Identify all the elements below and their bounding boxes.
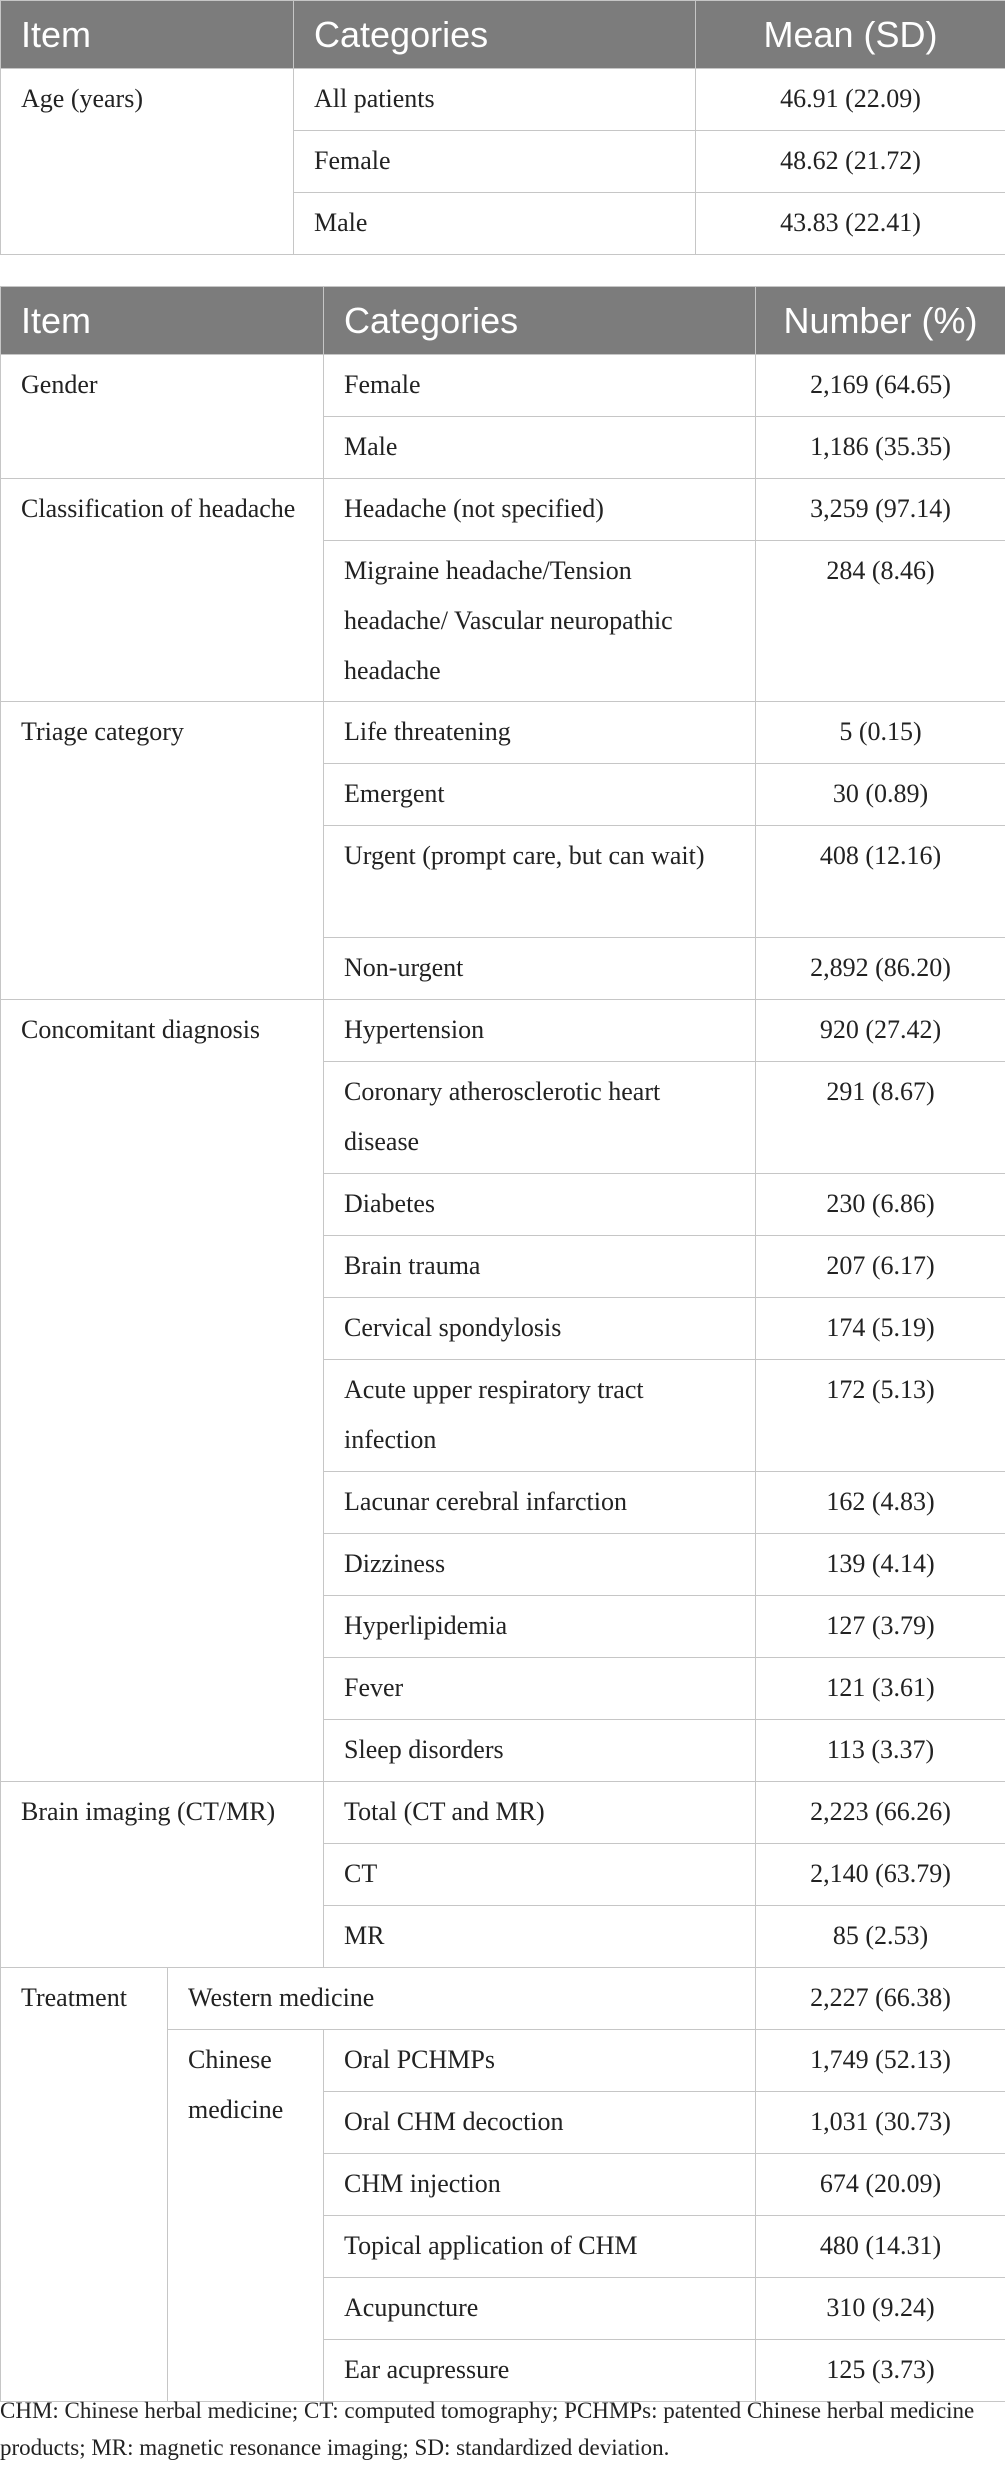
row-category: Hyperlipidemia bbox=[324, 1596, 756, 1658]
row-category: Hypertension bbox=[324, 1000, 756, 1062]
row-category: Acute upper respiratory tract infection bbox=[324, 1360, 756, 1472]
row-category: Brain trauma bbox=[324, 1236, 756, 1298]
table-row bbox=[1, 1000, 1005, 1062]
row-value: 127 (3.79) bbox=[756, 1596, 1005, 1658]
row-category: Oral PCHMPs bbox=[324, 2030, 756, 2092]
row-value: 125 (3.73) bbox=[756, 2340, 1005, 2402]
row-category: Coronary atherosclerotic heart disease bbox=[324, 1062, 756, 1174]
row-category: CT bbox=[324, 1844, 756, 1906]
row-category: Ear acupressure bbox=[324, 2340, 756, 2402]
row-value: 113 (3.37) bbox=[756, 1720, 1005, 1782]
row-value: 674 (20.09) bbox=[756, 2154, 1005, 2216]
row-value: 2,227 (66.38) bbox=[756, 1968, 1005, 2030]
row-category: Cervical spondylosis bbox=[324, 1298, 756, 1360]
row-category: Lacunar cerebral infarction bbox=[324, 1472, 756, 1534]
row-category: Topical application of CHM bbox=[324, 2216, 756, 2278]
row-value: 46.91 (22.09) bbox=[696, 69, 1005, 131]
row-item-classification: Classification of headache bbox=[1, 479, 324, 702]
row-category: Non-urgent bbox=[324, 938, 756, 1000]
table-row bbox=[1, 355, 1005, 417]
row-value: 30 (0.89) bbox=[756, 764, 1005, 826]
row-value: 207 (6.17) bbox=[756, 1236, 1005, 1298]
row-value: 408 (12.16) bbox=[756, 826, 1005, 938]
row-category: Female bbox=[324, 355, 756, 417]
header-item: Item bbox=[1, 1, 294, 69]
row-item-concomitant: Concomitant diagnosis bbox=[1, 1000, 324, 1782]
row-item-gender: Gender bbox=[1, 355, 324, 479]
header-categories: Categories bbox=[324, 287, 756, 355]
row-value: 1,031 (30.73) bbox=[756, 2092, 1005, 2154]
row-value: 2,169 (64.65) bbox=[756, 355, 1005, 417]
row-category: Emergent bbox=[324, 764, 756, 826]
row-category: Diabetes bbox=[324, 1174, 756, 1236]
row-category: Male bbox=[294, 193, 696, 255]
table-row bbox=[1, 702, 1005, 764]
row-value: 43.83 (22.41) bbox=[696, 193, 1005, 255]
row-item-treatment: Treatment bbox=[1, 1968, 168, 2402]
row-category: Total (CT and MR) bbox=[324, 1782, 756, 1844]
row-value: 172 (5.13) bbox=[756, 1360, 1005, 1472]
age-table-header bbox=[1, 1, 1005, 69]
header-item: Item bbox=[1, 287, 324, 355]
row-value: 139 (4.14) bbox=[756, 1534, 1005, 1596]
row-value: 48.62 (21.72) bbox=[696, 131, 1005, 193]
header-number-percent: Number (%) bbox=[756, 287, 1005, 355]
row-category: Dizziness bbox=[324, 1534, 756, 1596]
table-footnote: CHM: Chinese herbal medicine; CT: computed tomography; PCHMPs: patented Chinese herbal medicine products; MR: magnetic resonance imaging; SD: standardized deviation. bbox=[0, 2398, 975, 2460]
row-value: 85 (2.53) bbox=[756, 1906, 1005, 1968]
row-subitem-chinese-medicine: Chinese medicine bbox=[168, 2030, 324, 2402]
row-value: 121 (3.61) bbox=[756, 1658, 1005, 1720]
row-category: Fever bbox=[324, 1658, 756, 1720]
table-row bbox=[1, 479, 1005, 541]
row-category: Life threatening bbox=[324, 702, 756, 764]
row-category: Female bbox=[294, 131, 696, 193]
row-value: 2,140 (63.79) bbox=[756, 1844, 1005, 1906]
row-value: 162 (4.83) bbox=[756, 1472, 1005, 1534]
row-value: 310 (9.24) bbox=[756, 2278, 1005, 2340]
row-item-triage: Triage category bbox=[1, 702, 324, 1000]
row-category: Oral CHM decoction bbox=[324, 2092, 756, 2154]
age-table bbox=[0, 0, 1005, 255]
row-value: 2,892 (86.20) bbox=[756, 938, 1005, 1000]
table-row bbox=[1, 1968, 1005, 2030]
row-value: 2,223 (66.26) bbox=[756, 1782, 1005, 1844]
row-value: 480 (14.31) bbox=[756, 2216, 1005, 2278]
header-categories: Categories bbox=[294, 1, 696, 69]
characteristics-table bbox=[0, 286, 1005, 2402]
row-category: All patients bbox=[294, 69, 696, 131]
row-value: 920 (27.42) bbox=[756, 1000, 1005, 1062]
row-value: 291 (8.67) bbox=[756, 1062, 1005, 1174]
header-mean-sd: Mean (SD) bbox=[696, 1, 1005, 69]
row-item-imaging: Brain imaging (CT/MR) bbox=[1, 1782, 324, 1968]
row-category: MR bbox=[324, 1906, 756, 1968]
main-table-header bbox=[1, 287, 1005, 355]
row-value: 5 (0.15) bbox=[756, 702, 1005, 764]
table-row bbox=[1, 69, 1005, 131]
row-category-western: Western medicine bbox=[168, 1968, 756, 2030]
table-row bbox=[1, 1782, 1005, 1844]
row-category: Urgent (prompt care, but can wait) bbox=[324, 826, 756, 938]
row-category: Migraine headache/Tension headache/ Vascular neuropathic headache bbox=[324, 541, 756, 702]
row-item-age: Age (years) bbox=[1, 69, 294, 255]
row-value: 1,749 (52.13) bbox=[756, 2030, 1005, 2092]
row-category: Acupuncture bbox=[324, 2278, 756, 2340]
row-value: 1,186 (35.35) bbox=[756, 417, 1005, 479]
row-value: 3,259 (97.14) bbox=[756, 479, 1005, 541]
row-category: Headache (not specified) bbox=[324, 479, 756, 541]
row-value: 284 (8.46) bbox=[756, 541, 1005, 702]
row-category: Male bbox=[324, 417, 756, 479]
row-category: Sleep disorders bbox=[324, 1720, 756, 1782]
row-category: CHM injection bbox=[324, 2154, 756, 2216]
row-value: 230 (6.86) bbox=[756, 1174, 1005, 1236]
row-value: 174 (5.19) bbox=[756, 1298, 1005, 1360]
